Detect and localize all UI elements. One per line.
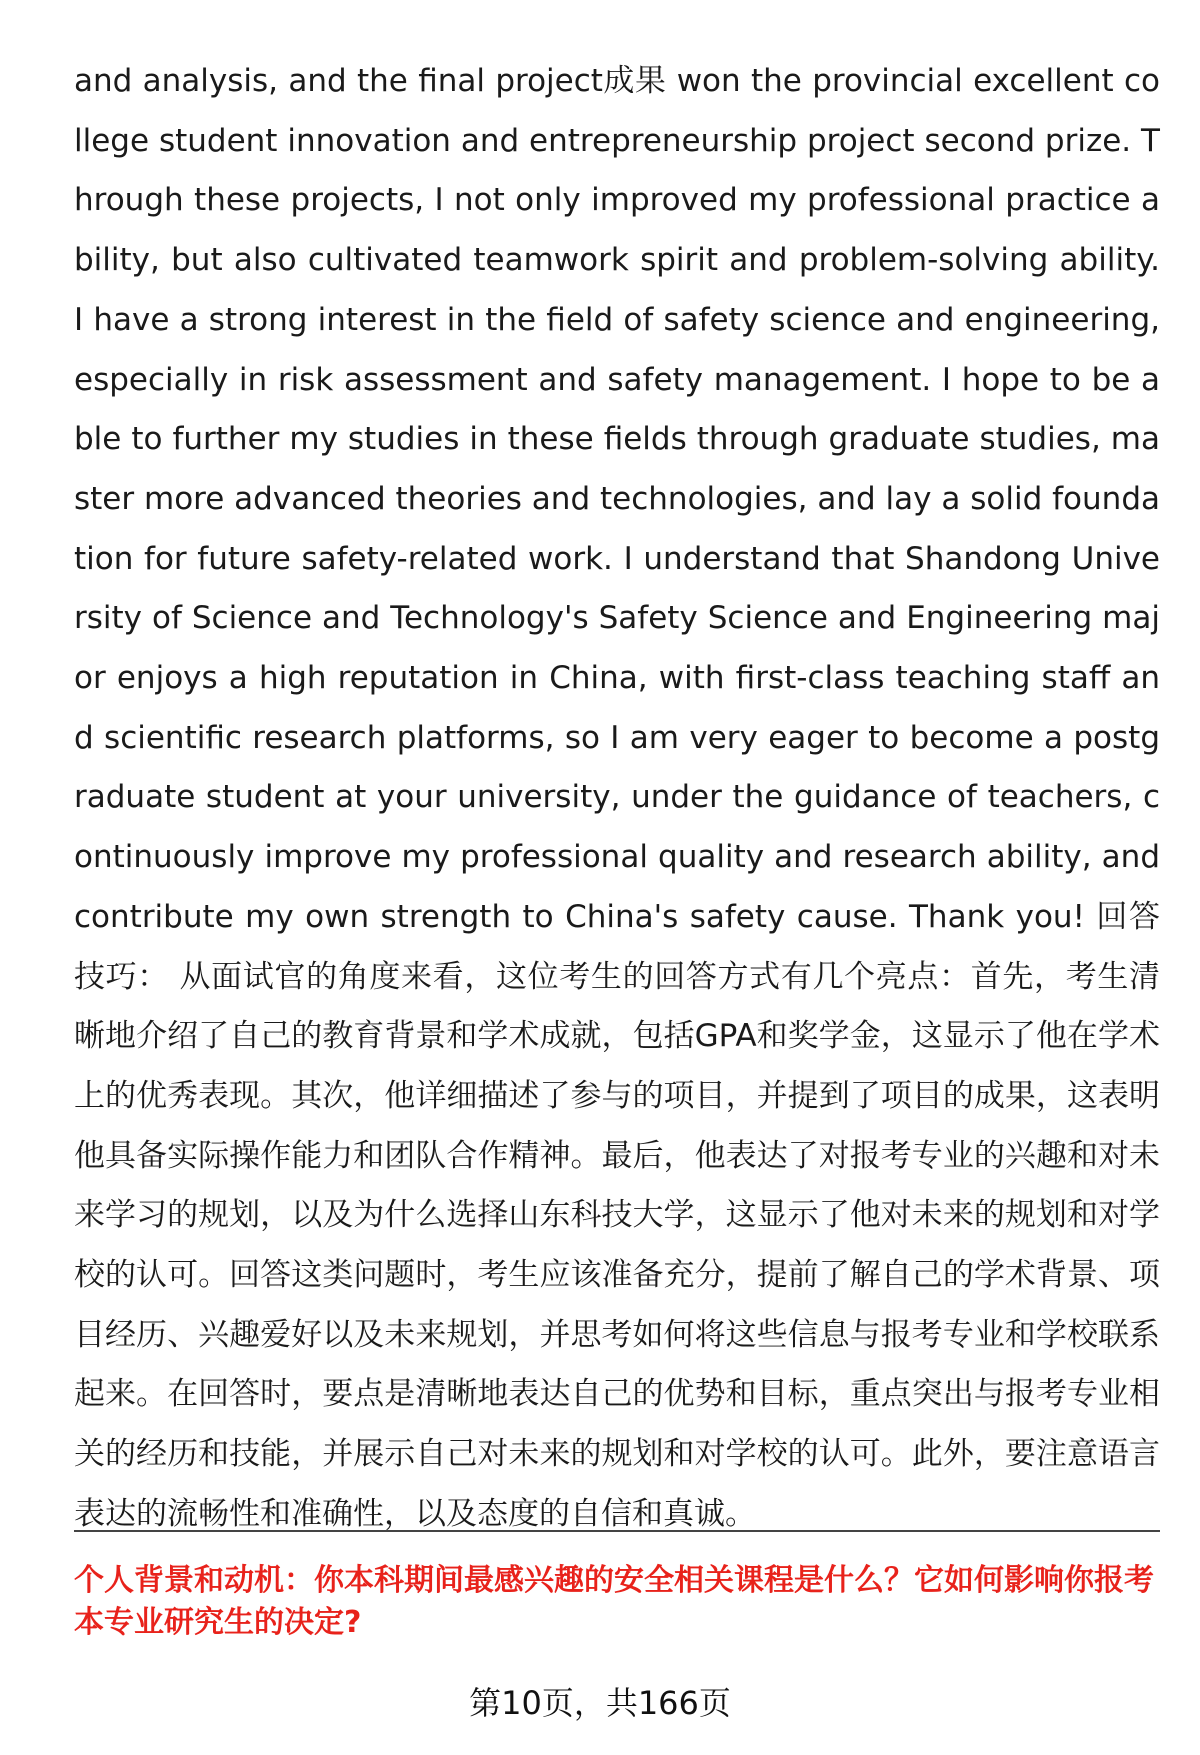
section-divider [74, 1530, 1160, 1532]
document-page [74, 52, 1160, 1545]
page-number-footer: 第10页，共166页 [469, 1684, 731, 1722]
next-question-heading: 个人背景和动机：你本科期间最感兴趣的安全相关课程是什么？它如何影响你报考本专业研究生的决定? [74, 1563, 1154, 1640]
answer-paragraph: and analysis, and the final project成果 won the provincial excellent college student innovation and entrepreneurship project second prize. Through these projects, I not only improved my professional practice ability, but also cultivated teamwork spirit and problem-solving ability. I have a strong interest in the field of safety science and engineering, especially in risk assessment and safety management. I hope to be able to further my studies in these fields through graduate studies, master more advanced theories and technologies, and lay a solid foundation for future safety-related work. I understand that Shandong University of Science and Technology's Safety Science and Engineering major enjoys a high reputation in China, with first-class teaching staff and scientific research platforms, so I am very eager to become a postgraduate student at your university, under the guidance of teachers, continuously improve my professional quality and research ability, and contribute my own strength to China's safety cause. Thank you! 回答技巧： 从面试官的角度来看，这位考生的回答方式有几个亮点：首先，考生清晰地介绍了自己的教育背景和学术成就，包括GPA和奖学金，这显示了他在学术上的优秀表现。其次，他详细描述了参与的项目，并提到了项目的成果，这表明他具备实际操作能力和团队合作精神。最后，他表达了对报考专业的兴趣和对未来学习的规划，以及为什么选择山东科技大学，这显示了他对未来的规划和对学校的认可。回答这类问题时，考生应该准备充分，提前了解自己的学术背景、项目经历、兴趣爱好以及未来规划，并思考如何将这些信息与报考专业和学校联系起来。在回答时，要点是清晰地表达自己的优势和目标，重点突出与报考专业相关的经历和技能，并展示自己对未来的规划和对学校的认可。此外，要注意语言表达的流畅性和准确性，以及态度的自信和真诚。 [74, 63, 1160, 1532]
